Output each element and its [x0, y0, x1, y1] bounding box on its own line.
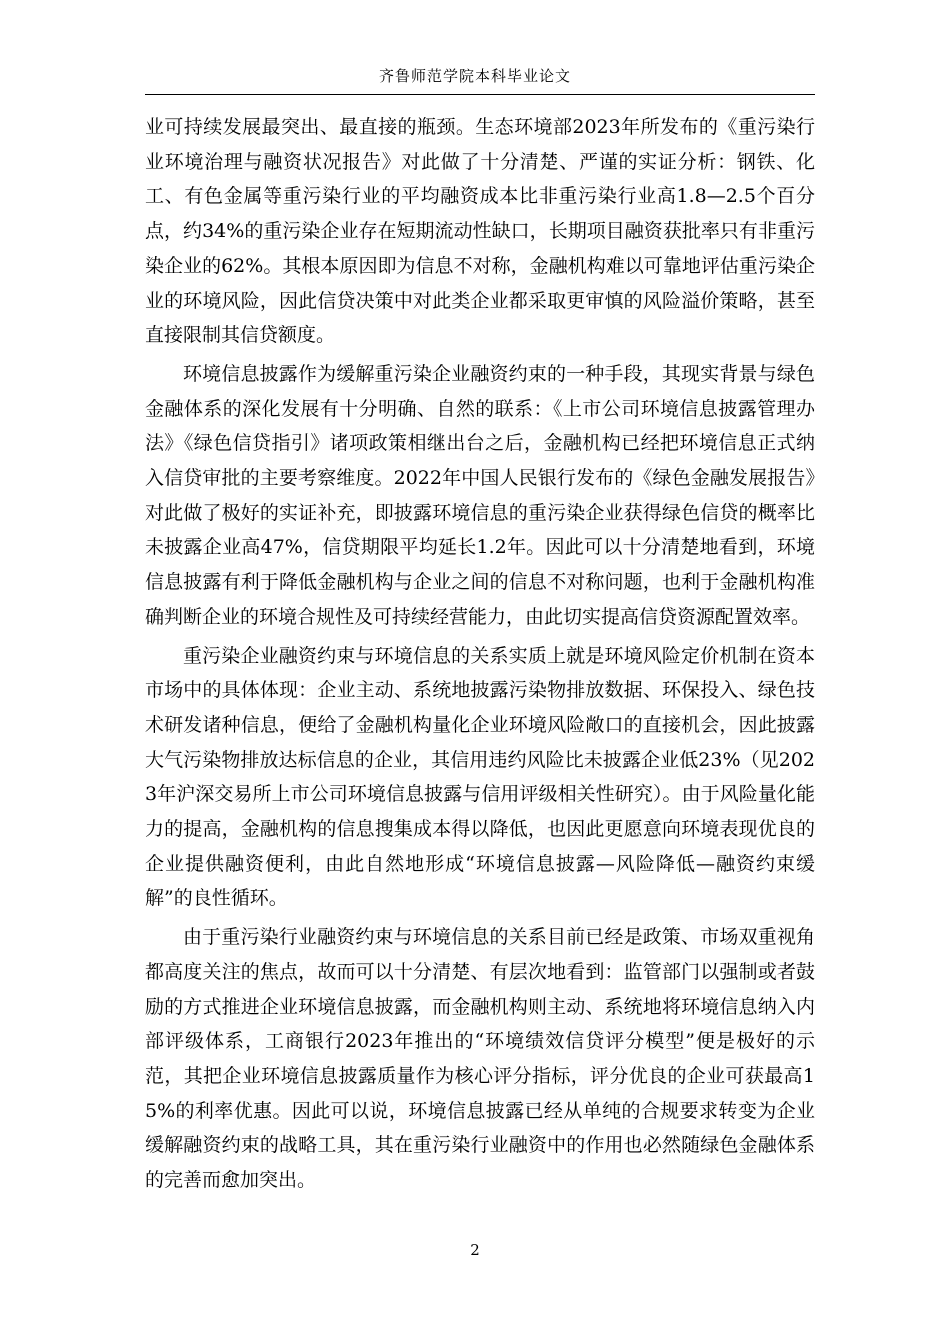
paragraph: 环境信息披露作为缓解重污染企业融资约束的一种手段，其现实背景与绿色金融体系的深化发展有十分明确、自然的联系：《上市公司环境信息披露管理办法》《绿色信贷指引》诸项政策相继出台之后，金融机构已经把环境信息正式纳入信贷审批的主要考察维度。2022年中国人民银行发布的《绿色金融发展报告》对此做了极好的实证补充，即披露环境信息的重污染企业获得绿色信贷的概率比未披露企业高47%，信贷期限平均延长1.2年。因此可以十分清楚地看到，环境信息披露有利于降低金融机构与企业之间的信息不对称问题，也利于金融机构准确判断企业的环境合规性及可持续经营能力，由此切实提高信贷资源配置效率。 — [145, 362, 815, 628]
body-text — [145, 110, 815, 1202]
paragraph: 由于重污染行业融资约束与环境信息的关系目前已经是政策、市场双重视角都高度关注的焦点，故而可以十分清楚、有层次地看到：监管部门以强制或者鼓励的方式推进企业环境信息披露，而金融机构则主动、系统地将环境信息纳入内部评级体系，工商银行2023年推出的“环境绩效信贷评分模型”便是极好的示范，其把企业环境信息披露质量作为核心评分指标，评分优良的企业可获最高15%的利率优惠。因此可以说，环境信息披露已经从单纯的合规要求转变为企业缓解融资约束的战略工具，其在重污染行业融资中的作用也必然随绿色金融体系的完善而愈加突出。 — [145, 926, 815, 1192]
paragraph: 重污染企业融资约束与环境信息的关系实质上就是环境风险定价机制在资本市场中的具体体现：企业主动、系统地披露污染物排放数据、环保投入、绿色技术研发诸种信息，便给了金融机构量化企业环境风险敞口的直接机会，因此披露大气污染物排放达标信息的企业，其信用违约风险比未披露企业低23%（见2023年沪深交易所上市公司环境信息披露与信用评级相关性研究）。由于风险量化能力的提高，金融机构的信息搜集成本得以降低，也因此更愿意向环境表现优良的企业提供融资便利，由此自然地形成“环境信息披露—风险降低—融资约束缓解”的良性循环。 — [145, 644, 815, 910]
header-rule — [145, 94, 815, 95]
page-number: 2 — [470, 1241, 480, 1259]
running-header: 齐鲁师范学院本科毕业论文 — [378, 67, 571, 85]
paragraph-continued: 业可持续发展最突出、最直接的瓶颈。生态环境部2023年所发布的《重污染行业环境治理与融资状况报告》对此做了十分清楚、严谨的实证分析：钢铁、化工、有色金属等重污染行业的平均融资成本比非重污染行业高1.8—2.5个百分点，约34%的重污染企业存在短期流动性缺口，长期项目融资获批率只有非重污染企业的62%。其根本原因即为信息不对称，金融机构难以可靠地评估重污染企业的环境风险，因此信贷决策中对此类企业都采取更审慎的风险溢价策略，甚至直接限制其信贷额度。 — [145, 116, 815, 347]
